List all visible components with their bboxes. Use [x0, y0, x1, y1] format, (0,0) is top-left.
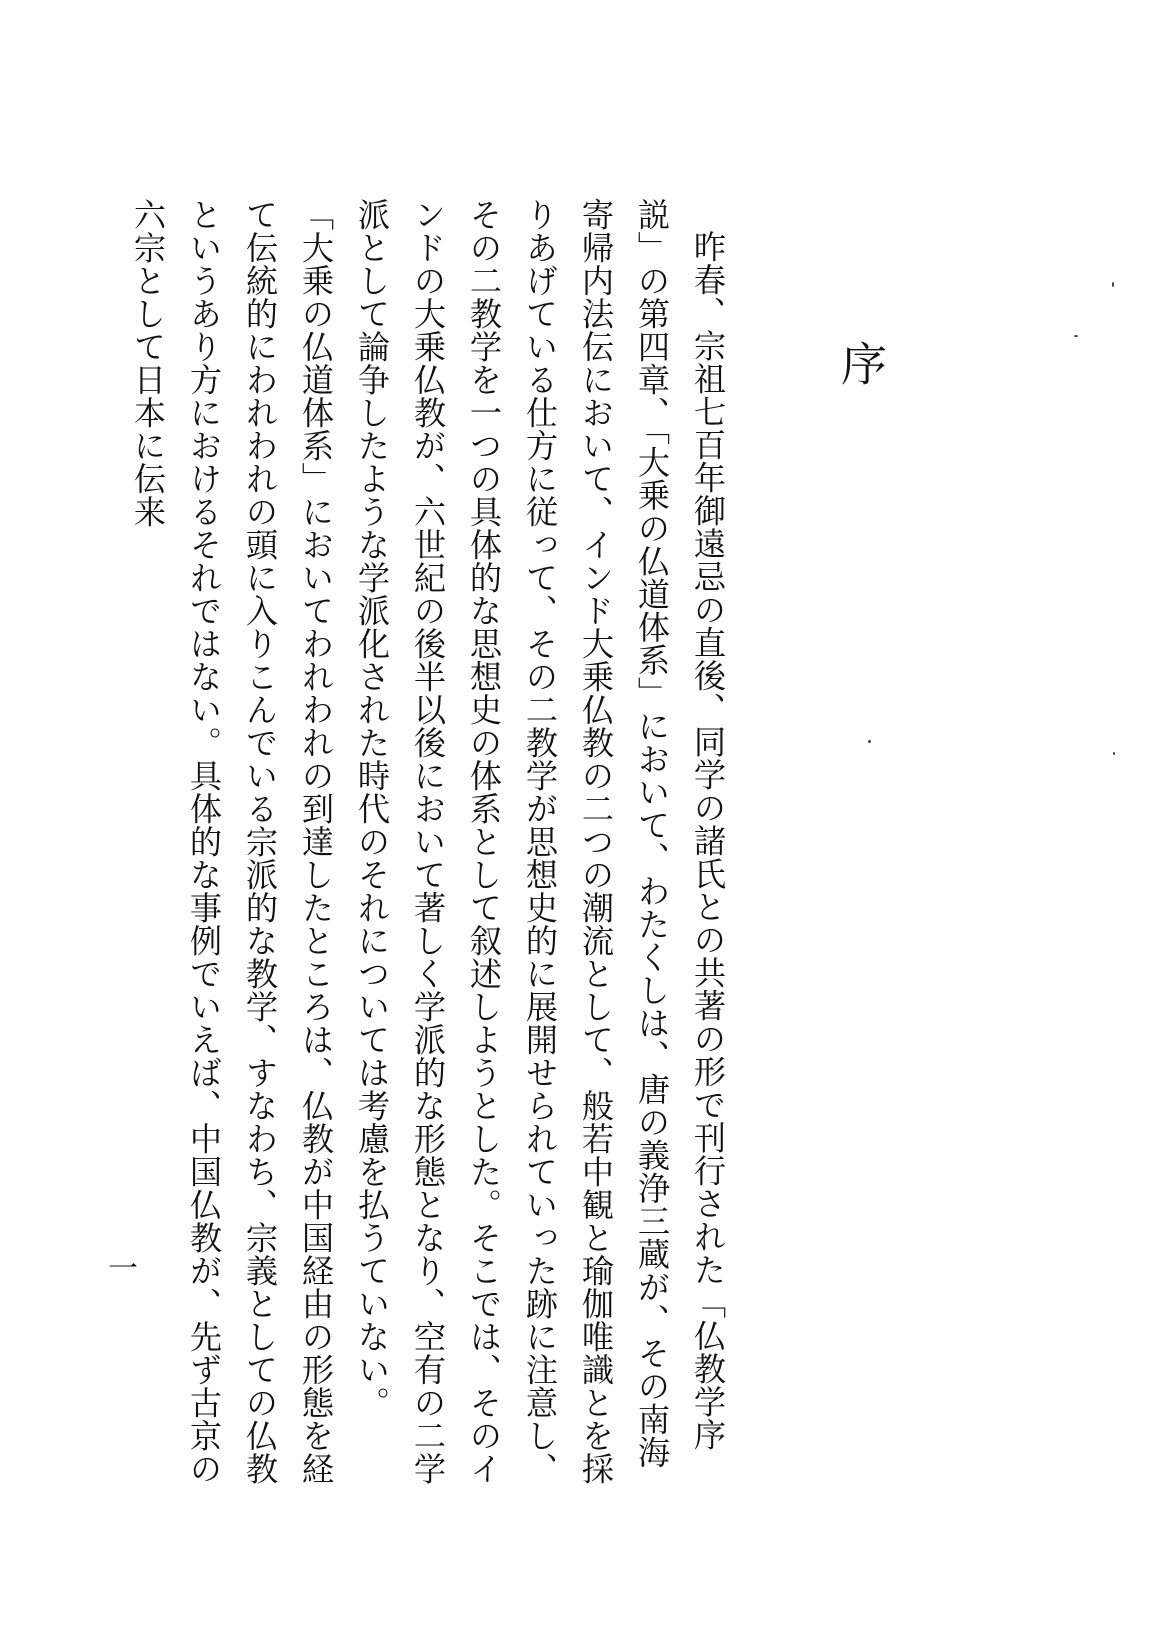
paragraph-2: 「大乗の仏道体系」においてわれわれの到達したところは、仏教が中国経由の形態を経て伝統的にわれわれの頭に入りこんでいる宗派的な教学、すなわち、宗義としての仏教というあり方におけるそれではない。具体的な事例でいえば、中国仏教が、先ず古京の六宗として日本に伝来	[129, 198, 335, 1485]
page-heading: 序	[834, 340, 888, 386]
page-number: 一	[102, 1252, 137, 1282]
scan-speck	[1113, 752, 1115, 755]
body-text	[120, 198, 736, 1488]
scan-speck	[1074, 335, 1078, 337]
paragraph-1: 昨春、宗祖七百年御遠忌の直後、同学の諸氏との共著の形で刊行された「仏教学序説」の第四章、「大乗の仏道体系」において、わたくしは、唐の義浄三蔵が、その南海寄帰内法伝において、インド大乗仏教の二つの潮流として、般若中観と瑜伽唯識とを採りあげている仕方に従って、その二教学が思想史的に展開せられていった跡に注意し、その二教学を一つの具体的な思想史の体系として叙述しようとした。そこでは、そのインドの大乗仏教が、六世紀の後半以後において著しく学派的な形態となり、空有の二学派として論争したような学派化された時代のそれについては考慮を払うていない。	[353, 198, 727, 1485]
scan-speck	[1112, 282, 1114, 287]
scan-speck	[868, 740, 871, 743]
